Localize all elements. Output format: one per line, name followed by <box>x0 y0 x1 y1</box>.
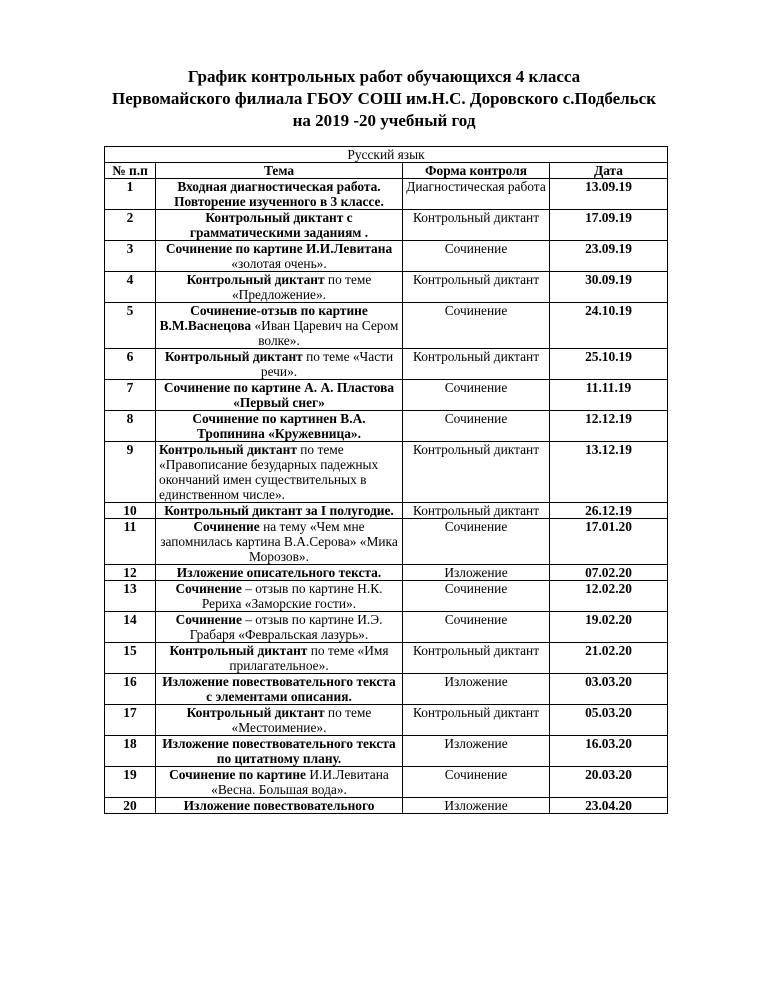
row-number: 11 <box>105 519 156 565</box>
row-topic <box>156 411 403 442</box>
row-number: 2 <box>105 210 156 241</box>
topic-regular: на тему «Чем мне запомнилась картина В.А.Серова» «Мика Морозов». <box>160 519 398 564</box>
schedule-table <box>104 146 668 814</box>
row-topic <box>156 349 403 380</box>
topic-bold: Контрольный диктант с грамматическими заданиям . <box>189 210 369 240</box>
row-number: 4 <box>105 272 156 303</box>
topic-bold: Сочинение по картине А. А. Пластова «Первый снег» <box>163 380 395 410</box>
topic-bold: Контрольный диктант <box>164 349 303 364</box>
row-date: 17.01.20 <box>550 519 668 565</box>
title-line-1: График контрольных работ обучающихся 4 класса <box>187 67 581 86</box>
row-topic <box>156 179 403 210</box>
topic-bold: Сочинение <box>175 612 242 627</box>
row-form: Сочинение <box>403 767 550 798</box>
row-number: 15 <box>105 643 156 674</box>
row-number: 14 <box>105 612 156 643</box>
row-topic <box>156 519 403 565</box>
row-number: 7 <box>105 380 156 411</box>
row-topic <box>156 736 403 767</box>
row-form: Контрольный диктант <box>403 705 550 736</box>
row-date: 25.10.19 <box>550 349 668 380</box>
row-form: Сочинение <box>403 303 550 349</box>
row-date: 03.03.20 <box>550 674 668 705</box>
row-number: 10 <box>105 503 156 519</box>
row-date: 13.09.19 <box>550 179 668 210</box>
row-date: 26.12.19 <box>550 503 668 519</box>
row-date: 30.09.19 <box>550 272 668 303</box>
row-topic <box>156 705 403 736</box>
row-form: Контрольный диктант <box>403 643 550 674</box>
subject-row <box>105 147 668 163</box>
row-date: 17.09.19 <box>550 210 668 241</box>
row-form: Изложение <box>403 736 550 767</box>
row-topic <box>156 643 403 674</box>
row-date: 23.09.19 <box>550 241 668 272</box>
row-number: 16 <box>105 674 156 705</box>
row-form: Контрольный диктант <box>403 272 550 303</box>
row-topic <box>156 767 403 798</box>
row-number: 3 <box>105 241 156 272</box>
table-row <box>105 565 668 581</box>
row-topic <box>156 503 403 519</box>
table-row <box>105 736 668 767</box>
row-topic <box>156 272 403 303</box>
row-date: 05.03.20 <box>550 705 668 736</box>
topic-regular: «золотая очень». <box>231 256 327 271</box>
row-number: 12 <box>105 565 156 581</box>
row-topic <box>156 380 403 411</box>
row-form: Изложение <box>403 798 550 814</box>
topic-regular: – отзыв по картине И.Э. Грабаря «Февральская лазурь». <box>189 612 383 642</box>
subject-cell: Русский язык <box>105 147 668 163</box>
table-row <box>105 767 668 798</box>
title-line-3: на 2019 -20 учебный год <box>292 111 476 130</box>
row-number: 17 <box>105 705 156 736</box>
table-row <box>105 674 668 705</box>
topic-regular: И.И.Левитана «Весна. Большая вода». <box>211 767 389 797</box>
row-form: Сочинение <box>403 380 550 411</box>
table-row <box>105 705 668 736</box>
topic-bold: Сочинение по картинен В.А. Тропинина «Кружевница». <box>192 411 366 441</box>
topic-bold: Сочинение <box>193 519 260 534</box>
row-form: Контрольный диктант <box>403 210 550 241</box>
row-date: 11.11.19 <box>550 380 668 411</box>
header-topic: Тема <box>156 163 403 179</box>
table-row <box>105 241 668 272</box>
row-date: 19.02.20 <box>550 612 668 643</box>
topic-bold: Сочинение по картине И.И.Левитана <box>165 241 393 256</box>
row-topic <box>156 798 403 814</box>
row-date: 07.02.20 <box>550 565 668 581</box>
topic-bold: Входная диагностическая работа. Повторение изученного в 3 классе. <box>174 179 384 209</box>
topic-bold: Сочинение-отзыв по картине В.М.Васнецова <box>159 303 368 333</box>
table-row <box>105 303 668 349</box>
row-topic <box>156 210 403 241</box>
table-row <box>105 411 668 442</box>
row-form: Контрольный диктант <box>403 349 550 380</box>
row-topic <box>156 442 403 503</box>
row-topic <box>156 581 403 612</box>
row-number: 13 <box>105 581 156 612</box>
row-number: 9 <box>105 442 156 503</box>
row-date: 23.04.20 <box>550 798 668 814</box>
topic-regular: по теме «Местоимение». <box>231 705 372 735</box>
row-number: 8 <box>105 411 156 442</box>
title-line-2: Первомайского филиала ГБОУ СОШ им.Н.С. Доровского с.Подбельск <box>111 89 657 108</box>
row-number: 6 <box>105 349 156 380</box>
table-row <box>105 210 668 241</box>
row-date: 24.10.19 <box>550 303 668 349</box>
row-topic <box>156 303 403 349</box>
row-number: 19 <box>105 767 156 798</box>
row-form: Контрольный диктант <box>403 503 550 519</box>
table-row <box>105 272 668 303</box>
row-form: Изложение <box>403 565 550 581</box>
row-number: 18 <box>105 736 156 767</box>
header-form: Форма контроля <box>403 163 550 179</box>
row-form: Сочинение <box>403 519 550 565</box>
row-form: Сочинение <box>403 411 550 442</box>
row-form: Сочинение <box>403 581 550 612</box>
topic-bold: Контрольный диктант <box>186 705 325 720</box>
row-topic <box>156 565 403 581</box>
topic-bold: Изложение описательного текста. <box>176 565 382 580</box>
header-num: № п.п <box>105 163 156 179</box>
row-number: 20 <box>105 798 156 814</box>
topic-regular: по теме «Части речи». <box>260 349 394 379</box>
row-date: 12.12.19 <box>550 411 668 442</box>
row-form: Сочинение <box>403 241 550 272</box>
table-row <box>105 442 668 503</box>
row-form: Контрольный диктант <box>403 442 550 503</box>
topic-regular: по теме «Имя прилагательное». <box>229 643 389 673</box>
row-date: 12.02.20 <box>550 581 668 612</box>
table-row <box>105 349 668 380</box>
row-date: 16.03.20 <box>550 736 668 767</box>
row-topic <box>156 612 403 643</box>
topic-bold: Контрольный диктант <box>169 643 308 658</box>
topic-bold: Контрольный диктант <box>159 442 297 457</box>
topic-bold: Изложение повествовательного текста с элементами описания. <box>162 674 396 704</box>
row-date: 13.12.19 <box>550 442 668 503</box>
row-topic <box>156 674 403 705</box>
row-number: 1 <box>105 179 156 210</box>
topic-regular: по теме «Правописание безударных падежных окончаний имен существительных в единственном числе». <box>159 442 379 502</box>
table-row <box>105 798 668 814</box>
table-row <box>105 503 668 519</box>
topic-bold: Сочинение <box>175 581 242 596</box>
topic-bold: Контрольный диктант за I полугодие. <box>164 503 394 518</box>
topic-regular: по теме «Предложение». <box>231 272 372 302</box>
table-row <box>105 643 668 674</box>
header-row <box>105 163 668 179</box>
topic-bold: Контрольный диктант <box>186 272 325 287</box>
table-row <box>105 380 668 411</box>
row-number: 5 <box>105 303 156 349</box>
table-row <box>105 612 668 643</box>
row-form: Изложение <box>403 674 550 705</box>
header-date: Дата <box>550 163 668 179</box>
table-row <box>105 179 668 210</box>
table-row <box>105 581 668 612</box>
topic-bold: Сочинение по картине <box>169 767 306 782</box>
topic-bold: Изложение повествовательного текста по цитатному плану. <box>162 736 396 766</box>
row-date: 20.03.20 <box>550 767 668 798</box>
table-row <box>105 519 668 565</box>
topic-regular: – отзыв по картине Н.К. Рериха «Заморские гости». <box>201 581 383 611</box>
row-date: 21.02.20 <box>550 643 668 674</box>
topic-bold: Изложение повествовательного <box>183 798 375 813</box>
document-title <box>0 66 768 132</box>
row-form: Диагностическая работа <box>403 179 550 210</box>
topic-regular: «Иван Царевич на Сером волке». <box>251 318 399 348</box>
row-topic <box>156 241 403 272</box>
row-form: Сочинение <box>403 612 550 643</box>
